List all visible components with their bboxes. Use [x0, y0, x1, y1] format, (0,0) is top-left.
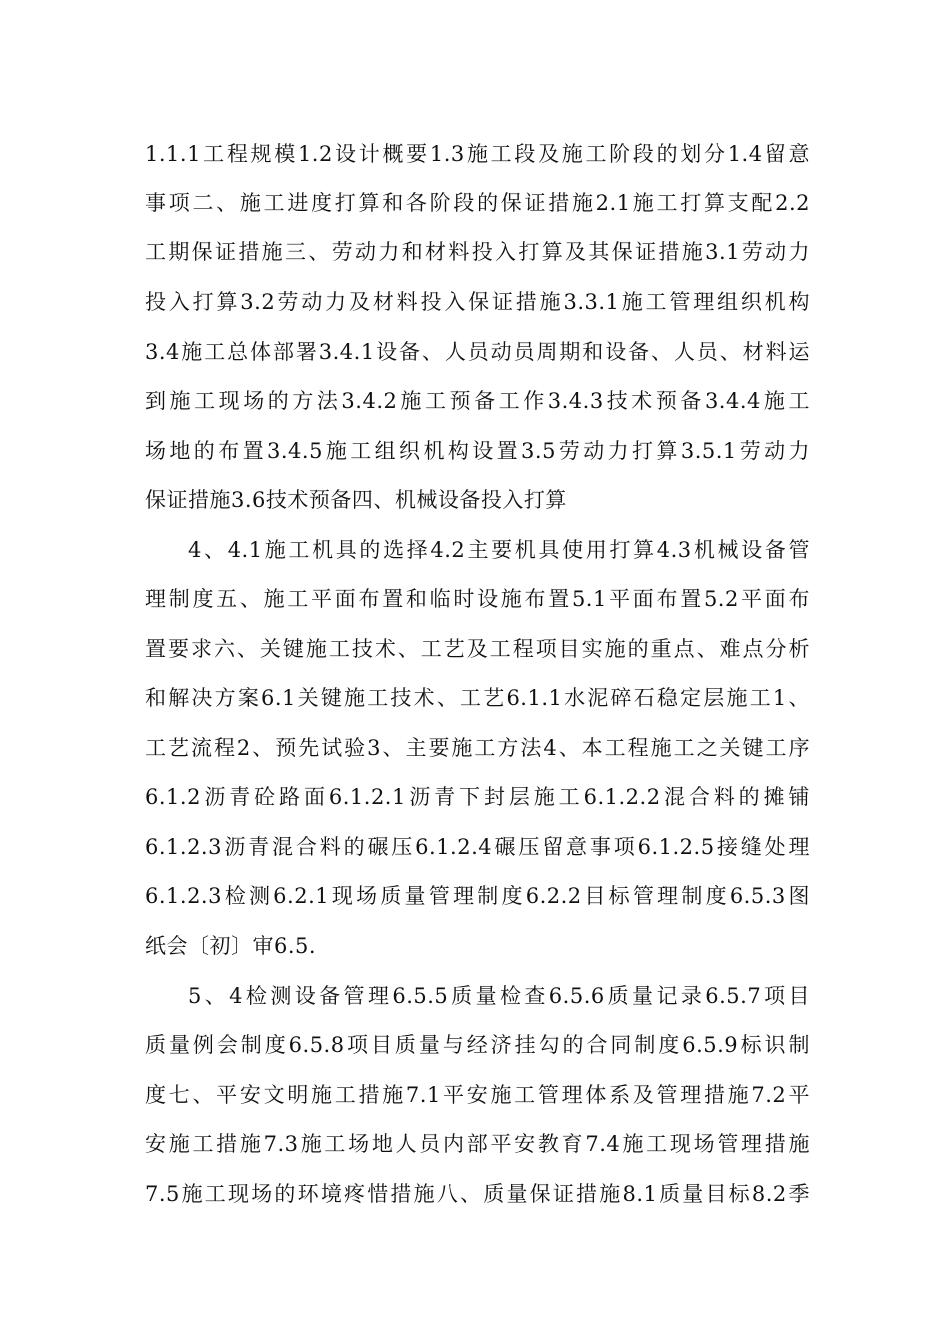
text-line: 场地的布置3.4.5施工组织机构设置3.5劳动力打算3.5.1劳动力 — [145, 439, 810, 463]
text-line: 理制度五、施工平面布置和临时设施布置5.1平面布置5.2平面布 — [145, 587, 810, 611]
text-line: 保证措施3.6技术预备四、机械设备投入打算 — [145, 488, 567, 512]
text-line: 6.1.2.3沥青混合料的碾压6.1.2.4碾压留意事项6.1.2.5接缝处理 — [145, 835, 810, 859]
text-line: 6.1.2.3检测6.2.1现场质量管理制度6.2.2目标管理制度6.5.3图 — [145, 884, 810, 908]
text-line: 3.4施工总体部署3.4.1设备、人员动员周期和设备、人员、材料运 — [145, 340, 810, 364]
text-line: 事项二、施工进度打算和各阶段的保证措施2.1施工打算支配2.2 — [145, 191, 810, 215]
text-line: 工艺流程2、预先试验3、主要施工方法4、本工程施工之关键工序 — [145, 736, 810, 760]
text-line: 纸会〔初〕审6.5. — [145, 934, 317, 958]
text-line: 和解决方案6.1关键施工技术、工艺6.1.1水泥碎石稳定层施工1、 — [145, 686, 810, 710]
text-line: 4、4.1施工机具的选择4.2主要机具使用打算4.3机械设备管 — [188, 538, 810, 562]
text-line: 1.1.1工程规模1.2设计概要1.3施工段及施工阶段的划分1.4留意 — [145, 142, 810, 166]
text-line: 5、4检测设备管理6.5.5质量检查6.5.6质量记录6.5.7项目 — [188, 984, 810, 1008]
text-line: 投入打算3.2劳动力及材料投入保证措施3.3.1施工管理组织机构 — [145, 290, 810, 314]
text-line: 工期保证措施三、劳动力和材料投入打算及其保证措施3.1劳动力 — [145, 240, 810, 264]
text-line: 置要求六、关键施工技术、工艺及工程项目实施的重点、难点分析 — [145, 637, 810, 661]
text-line: 安施工措施7.3施工场地人员内部平安教育7.4施工现场管理措施 — [145, 1132, 810, 1156]
text-line: 7.5施工现场的环境疼惜措施八、质量保证措施8.1质量目标8.2季 — [145, 1182, 810, 1206]
text-line: 到施工现场的方法3.4.2施工预备工作3.4.3技术预备3.4.4施工 — [145, 389, 810, 413]
text-line: 质量例会制度6.5.8项目质量与经济挂勾的合同制度6.5.9标识制 — [145, 1033, 810, 1057]
text-line: 6.1.2沥青砼路面6.1.2.1沥青下封层施工6.1.2.2混合料的摊铺 — [145, 785, 810, 809]
text-line: 度七、平安文明施工措施7.1平安施工管理体系及管理措施7.2平 — [145, 1083, 810, 1107]
